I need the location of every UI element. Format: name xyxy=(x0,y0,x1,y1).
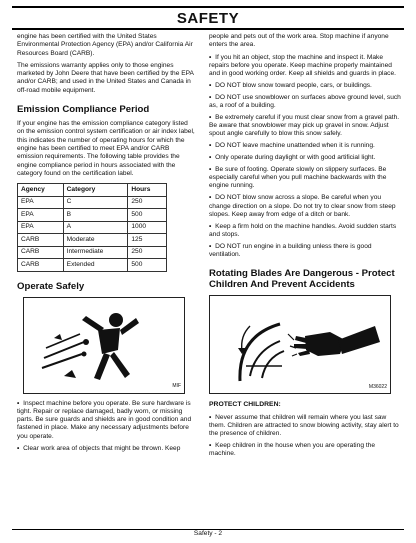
bullet-item xyxy=(209,142,401,150)
rotating-blade-illustration xyxy=(209,295,391,394)
bullet-icon: • xyxy=(209,142,212,150)
table-cell: 500 xyxy=(128,259,167,271)
bullet-icon: • xyxy=(209,442,212,450)
bullet-text: Be sure of footing. Operate slowly on slippery surfaces. Be especially careful when you pull machine backwards with the engine running. xyxy=(209,165,387,190)
bullet-item xyxy=(209,54,401,79)
bullet-text: Be extremely careful if you must clear snow from a gravel path. Be aware that snowblower may pick up gravel in snow. Adjust spout angle carefully to blow this snow safely. xyxy=(209,113,400,138)
intro-paragraph-1: engine has been certified with the United States Environmental Protection Agency (EPA) and/or California Air Resources Board (CARB). xyxy=(17,33,193,57)
bullet-item xyxy=(209,414,401,439)
bullet-item xyxy=(209,166,401,191)
bullet-text: DO NOT blow snow toward people, cars, or buildings. xyxy=(215,81,372,89)
table-header-row xyxy=(18,184,167,196)
header-top-rule xyxy=(12,6,404,8)
bullet-icon: • xyxy=(17,399,20,407)
bullet-icon: • xyxy=(209,81,212,89)
bullet-icon: • xyxy=(209,165,212,173)
table-row xyxy=(18,196,167,208)
bullet-icon: • xyxy=(209,222,212,230)
bullet-text: Only operate during daylight or with good artificial light. xyxy=(215,154,376,162)
table-row xyxy=(18,246,167,258)
bullet-icon: • xyxy=(209,194,212,202)
bullet-text: DO NOT leave machine unattended when it is running. xyxy=(215,142,375,150)
bullet-icon: • xyxy=(209,154,212,162)
page-title: SAFETY xyxy=(176,10,240,27)
bullet-icon: • xyxy=(209,93,212,101)
table-cell: 1000 xyxy=(128,221,167,233)
table-cell: CARB xyxy=(18,259,64,271)
table-cell: C xyxy=(63,196,128,208)
right-column xyxy=(209,33,401,462)
table-row xyxy=(18,221,167,233)
left-column xyxy=(17,33,195,456)
bullet-text: Keep a firm hold on the machine handles. Avoid sudden starts and stops. xyxy=(209,222,397,238)
table-cell: Moderate xyxy=(63,234,128,246)
bullet-text: Keep children in the house when you are operating the machine. xyxy=(209,442,375,458)
bullet-icon: • xyxy=(209,242,212,250)
table-cell: 500 xyxy=(128,209,167,221)
bullet-item xyxy=(209,442,401,459)
protect-children-heading: PROTECT CHILDREN: xyxy=(209,401,281,409)
table-cell: CARB xyxy=(18,246,64,258)
bullet-text: DO NOT blow snow across a slope. Be careful when you change direction on a slope. Do not try to clear snow from steep slopes. Keep away from edge of a ditch or bank. xyxy=(209,194,396,218)
bullet-item xyxy=(209,94,401,111)
illustration-code: M36022 xyxy=(368,384,387,391)
bullet-text: Clear work area of objects that might be thrown. Keep xyxy=(23,444,181,452)
table-cell: 250 xyxy=(128,196,167,208)
bullet-text: DO NOT use snowblower on surfaces above ground level, such as, a roof of a building. xyxy=(209,93,401,110)
table-cell: 250 xyxy=(128,246,167,258)
compliance-table xyxy=(17,183,167,271)
table-cell: CARB xyxy=(18,234,64,246)
table-cell: EPA xyxy=(18,196,64,208)
table-cell: EPA xyxy=(18,209,64,221)
bullet-text: Never assume that children will remain where you last saw them. Children are attracted to snow blowing activity, stay alert to the presence of children. xyxy=(209,413,399,438)
table-header: Category xyxy=(63,184,128,196)
emission-heading: Emission Compliance Period xyxy=(17,104,150,116)
operate-heading: Operate Safely xyxy=(17,280,85,292)
bullet-text: Inspect machine before you operate. Be sure hardware is tight. Repair or replace damaged, badly worn, or missing parts. Be sure guards and shields are in good condition and fastened in place. Make any necessary adjustments before you operate. xyxy=(17,399,192,440)
table-row xyxy=(18,234,167,246)
rotating-blade-hand-icon xyxy=(210,296,390,393)
table-cell: EPA xyxy=(18,221,64,233)
table-cell: Extended xyxy=(63,259,128,271)
page-footer: Safety - 2 xyxy=(193,530,223,537)
illustration-code: MIF xyxy=(172,383,181,390)
bullet-item xyxy=(17,400,195,441)
table-cell: Intermediate xyxy=(63,246,128,258)
bullet-item xyxy=(17,445,195,453)
bullet-icon: • xyxy=(17,444,20,452)
blades-heading: Rotating Blades Are Dangerous - Protect Children And Prevent Accidents xyxy=(209,268,395,291)
thrown-object-figure-icon xyxy=(24,298,184,393)
continued-paragraph: people and pets out of the work area. Stop machine if anyone enters the area. xyxy=(209,33,389,49)
bullet-text: DO NOT run engine in a building unless there is good ventilation. xyxy=(209,242,372,259)
header-bottom-rule xyxy=(12,28,404,30)
bullet-icon: • xyxy=(209,53,212,61)
bullet-text: If you hit an object, stop the machine and inspect it. Make repairs before you operate. Keep machine properly maintained and in good working order. Keep all shields and guards in place. xyxy=(209,53,396,78)
bullet-item xyxy=(209,243,401,260)
emission-paragraph: If your engine has the emission compliance category listed on the emission control system certification or air index label, this indicates the number of operating hours for which the engine has been certified to meet EPA and/or CARB emission requirements. The following table provides the engine compliance period in hours associated with the category found on the certification label. xyxy=(17,120,195,177)
intro-paragraph-2: The emissions warranty applies only to those engines marketed by John Deere that have been certified by the EPA and/or CARB; and used in the United States and Canada in off-road mobile equipment. xyxy=(17,61,194,94)
bullet-item xyxy=(209,114,401,139)
table-cell: 125 xyxy=(128,234,167,246)
bullet-icon: • xyxy=(209,113,212,121)
table-row xyxy=(18,259,167,271)
bullet-item xyxy=(209,82,401,90)
table-cell: A xyxy=(63,221,128,233)
bullet-item xyxy=(209,154,401,162)
bullet-item xyxy=(209,194,401,219)
table-header: Hours xyxy=(128,184,167,196)
thrown-object-illustration xyxy=(23,297,185,394)
table-row xyxy=(18,209,167,221)
bullet-item xyxy=(209,223,401,240)
bullet-icon: • xyxy=(209,413,212,421)
table-header: Agency xyxy=(18,184,64,196)
table-cell: B xyxy=(63,209,128,221)
